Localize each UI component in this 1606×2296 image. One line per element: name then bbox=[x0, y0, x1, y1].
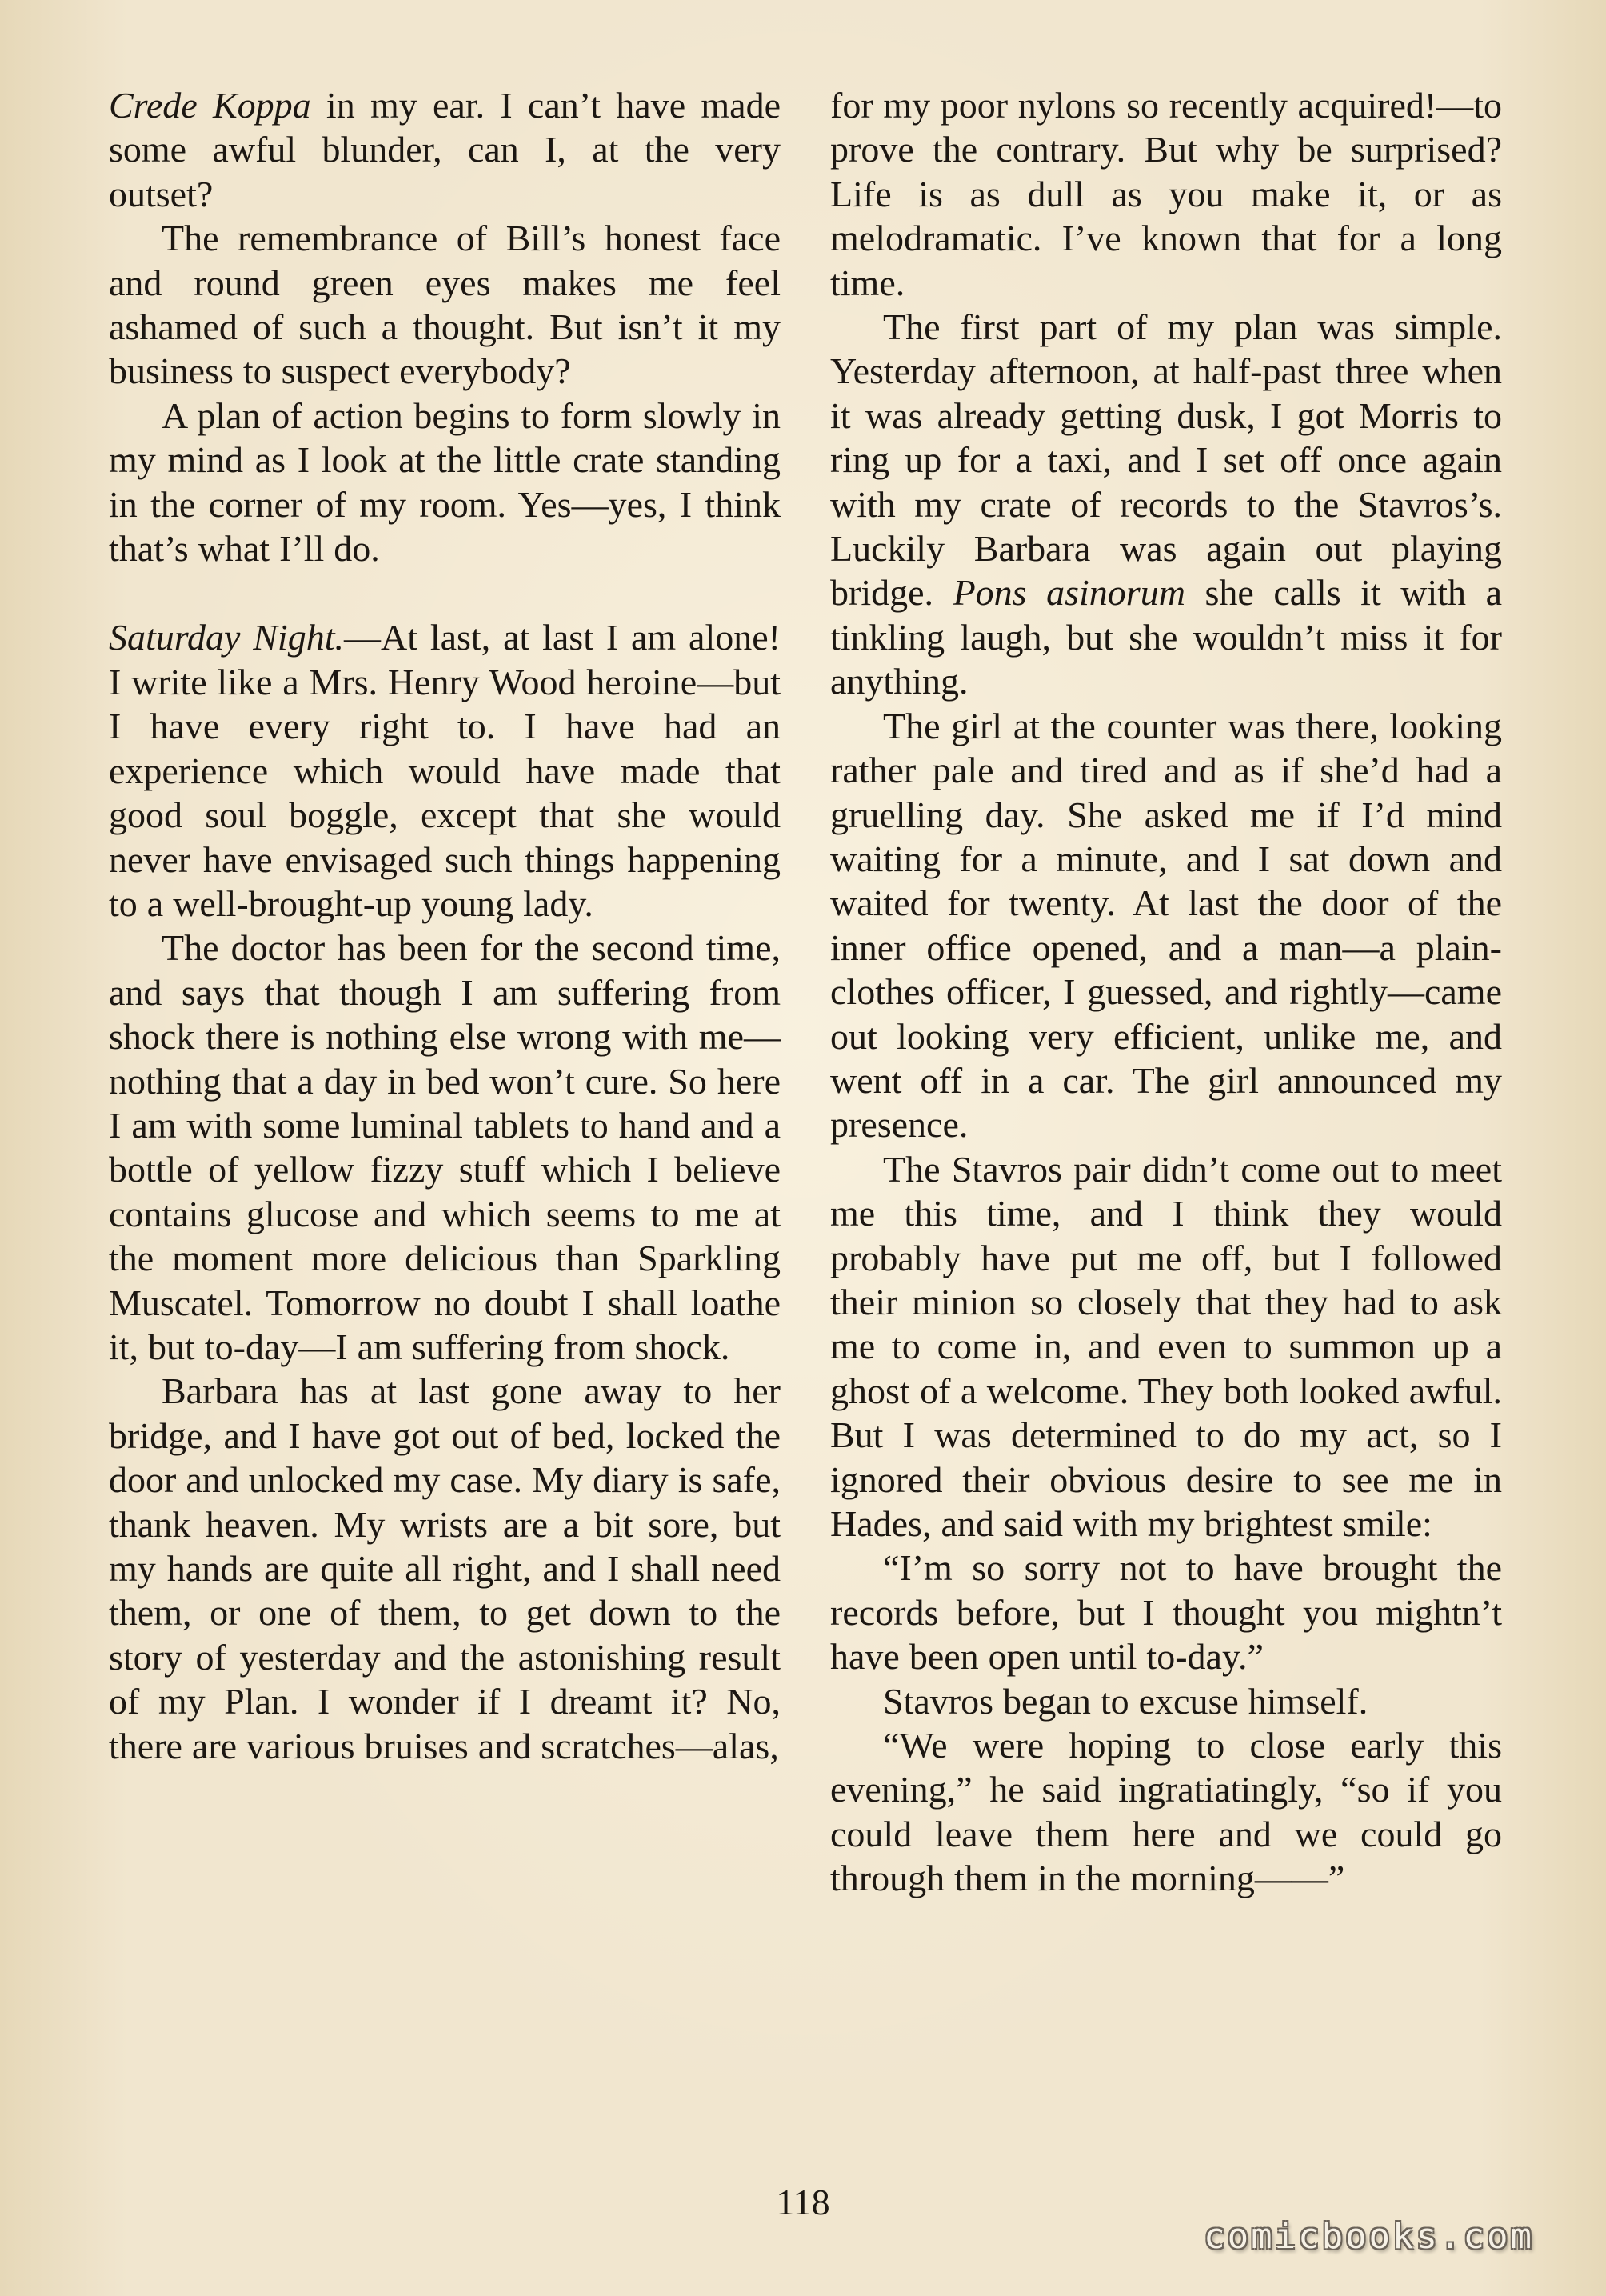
italic-text: Pons asinorum bbox=[953, 572, 1185, 614]
right-column-paragraph bbox=[830, 83, 1502, 305]
paragraph-text: she calls it with a tinkling laugh, but she wouldn’t miss it for anything. bbox=[830, 572, 1503, 702]
right-text-column bbox=[830, 83, 1502, 1901]
paragraph-text: for my poor nylons so recently acquired!—to prove the contrary. But why be surprised? Life is as dull as you make it, or as melodramatic. I’ve known that for a long time. bbox=[830, 85, 1502, 303]
right-column-paragraph bbox=[830, 1546, 1502, 1678]
italic-text: Crede Koppa bbox=[109, 85, 311, 126]
paragraph-text: The remembrance of Bill’s honest face and round green eyes makes me feel ashamed of such a thought. But isn’t it my business to suspect everybody? bbox=[109, 218, 781, 392]
paragraph-text: The first part of my plan was simple. Yesterday afternoon, at half-past three when it was already getting dusk, I got Morris to ring up for a taxi, and I set off once again with my crate of records to the Stavros’s. Luckily Barbara was again out playing bridge. bbox=[830, 306, 1502, 614]
italic-text: Saturday Night. bbox=[109, 617, 344, 658]
right-column-paragraph bbox=[830, 1723, 1502, 1901]
paragraph-text: The girl at the counter was there, looking rather pale and tired and as if she’d had a gruelling day. She asked me if I’d mind waiting for a minute, and I sat down and waited for twenty. At last the door of the inner office opened, and a man—a plain-clothes officer, I guessed, and rightly—came out looking very efficient, unlike me, and went off in a car. The girl announced my presence. bbox=[830, 705, 1502, 1146]
watermark-logo: comicbooks.com bbox=[1204, 2216, 1534, 2257]
left-column-paragraph bbox=[109, 615, 781, 926]
left-text-column bbox=[109, 83, 781, 1768]
paragraph-text: “We were hoping to close early this evening,” he said ingratiatingly, “so if you could leave them here and we could go through them in the morning——” bbox=[830, 1725, 1502, 1899]
right-column-paragraph bbox=[830, 1679, 1502, 1723]
page-number: 118 bbox=[776, 2182, 830, 2222]
right-column-paragraph bbox=[830, 704, 1502, 1147]
paragraph-text: The doctor has been for the second time, and says that though I am suffering from shock there is nothing else wrong with me—nothing that a day in bed won’t cure. So here I am with some luminal tablets to hand and a bottle of yellow fizzy stuff which I believe contains glucose and which seems to me at the moment more delicious than Sparkling Muscatel. Tomorrow no doubt I shall loathe it, but to-day—I am suffering from shock. bbox=[109, 927, 781, 1367]
paragraph-text: “I’m so sorry not to have brought the records before, but I thought you mightn’t have been open until to-day.” bbox=[830, 1547, 1502, 1678]
paragraph-text: The Stavros pair didn’t come out to meet me this time, and I think they would probably have put me off, but I followed their minion so closely that they had to ask me to come in, and even to summon up a ghost of a welcome. They both looked awful. But I was determined to do my act, so I ignored their obvious desire to see me in Hades, and said with my brightest smile: bbox=[830, 1148, 1502, 1544]
left-column-paragraph bbox=[109, 394, 781, 571]
right-column-paragraph bbox=[830, 305, 1502, 704]
paragraph-text: Stavros began to excuse himself. bbox=[883, 1680, 1368, 1722]
left-column-paragraph bbox=[109, 1369, 781, 1768]
paragraph-text: in my ear. I can’t have made some awful blunder, can I, at the very outset? bbox=[109, 85, 781, 214]
left-column-paragraph bbox=[109, 926, 781, 1369]
paragraph-text: Barbara has at last gone away to her bridge, and I have got out of bed, locked the door and unlocked my case. My diary is safe, thank heaven. My wrists are a bit sore, but my hands are quite all right, and I shall need them, or one of them, to get down to the story of yesterday and the astonishing result of my Plan. I wonder if I dreamt it? No, there are various bruises and scratches—alas, bbox=[109, 1370, 781, 1766]
left-column-paragraph bbox=[109, 216, 781, 394]
right-column-paragraph bbox=[830, 1147, 1502, 1546]
left-column-paragraph bbox=[109, 83, 781, 216]
paragraph-text: —At last, at last I am alone! I write like a Mrs. Henry Wood heroine—but I have every right to. I have had an experience which would have made that good soul boggle, except that she would never have envisaged such things happening to a well-brought-up young lady. bbox=[109, 617, 781, 924]
paragraph-text: A plan of action begins to form slowly in my mind as I look at the little crate standing in the corner of my room. Yes—yes, I think that’s what I’ll do. bbox=[109, 394, 781, 570]
